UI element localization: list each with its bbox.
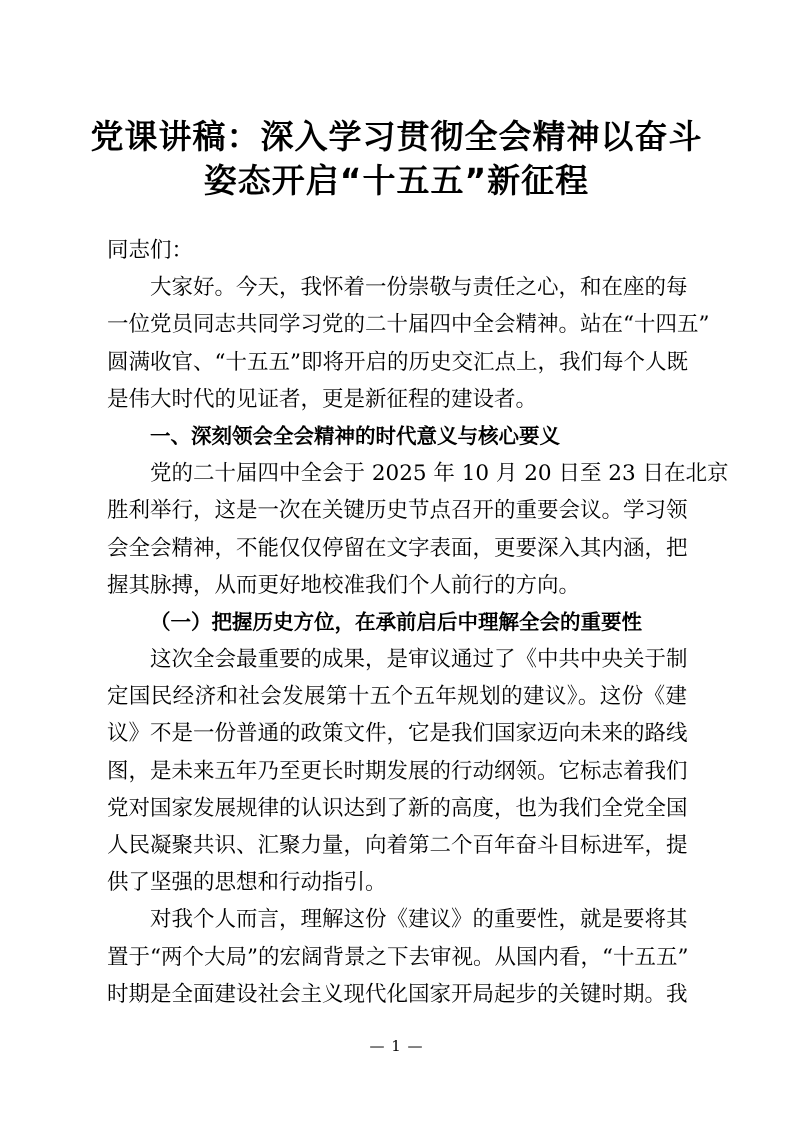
intro-line: 大家好。今天，我怀着一份崇敬与责任之心，和在座的每	[150, 275, 688, 301]
section2-line: 供了坚强的思想和行动指引。	[107, 870, 387, 896]
document-title-line-1: 党课讲稿：深入学习贯彻全会精神以奋斗	[90, 117, 703, 156]
page-number: — 1 —	[369, 1037, 424, 1055]
section3-line: 置于“两个大局”的宏阔背景之下去审视。从国内看，“十五五”	[107, 944, 689, 970]
intro-line: 圆满收官、“十五五”即将开启的历史交汇点上，我们每个人既	[107, 349, 688, 375]
subsection-heading-1: （一）把握历史方位，在承前启后中理解全会的重要性	[150, 609, 642, 634]
section3-line: 时期是全面建设社会主义现代化国家开局起步的关键时期。我	[107, 981, 688, 1007]
section2-line: 图，是未来五年乃至更长时期发展的行动纲领。它标志着我们	[107, 758, 688, 784]
section1-line: 党的二十届四中全会于 2025 年 10 月 20 日至 23 日在北京	[150, 461, 729, 487]
intro-line: 是伟大时代的见证者，更是新征程的建设者。	[107, 386, 538, 412]
section1-line: 握其脉搏，从而更好地校准我们个人前行的方向。	[107, 572, 581, 598]
intro-line: 一位党员同志共同学习党的二十届四中全会精神。站在“十四五”	[107, 312, 710, 338]
section-heading-1: 一、深刻领会全会精神的时代意义与核心要义	[150, 423, 560, 448]
salutation: 同志们：	[107, 238, 194, 263]
section2-line: 定国民经济和社会发展第十五个五年规划的建议》。这份《建	[107, 684, 687, 710]
section2-line: 议》不是一份普通的政策文件，它是我们国家迈向未来的路线	[107, 721, 688, 747]
section1-line: 会全会精神，不能仅仅停留在文字表面，更要深入其内涵，把	[107, 535, 688, 561]
section2-line: 这次全会最重要的成果，是审议通过了《中共中央关于制	[150, 647, 688, 673]
section3-line: 对我个人而言，理解这份《建议》的重要性，就是要将其	[150, 907, 688, 933]
section1-line: 胜利举行，这是一次在关键历史节点召开的重要会议。学习领	[107, 498, 688, 524]
section2-line: 人民凝聚共识、汇聚力量，向着第二个百年奋斗目标进军，提	[107, 833, 688, 858]
section2-line: 党对国家发展规律的认识达到了新的高度，也为我们全党全国	[107, 795, 688, 821]
document-title-line-2: 姿态开启“十五五”新征程	[203, 161, 590, 200]
document-body	[107, 232, 729, 1013]
